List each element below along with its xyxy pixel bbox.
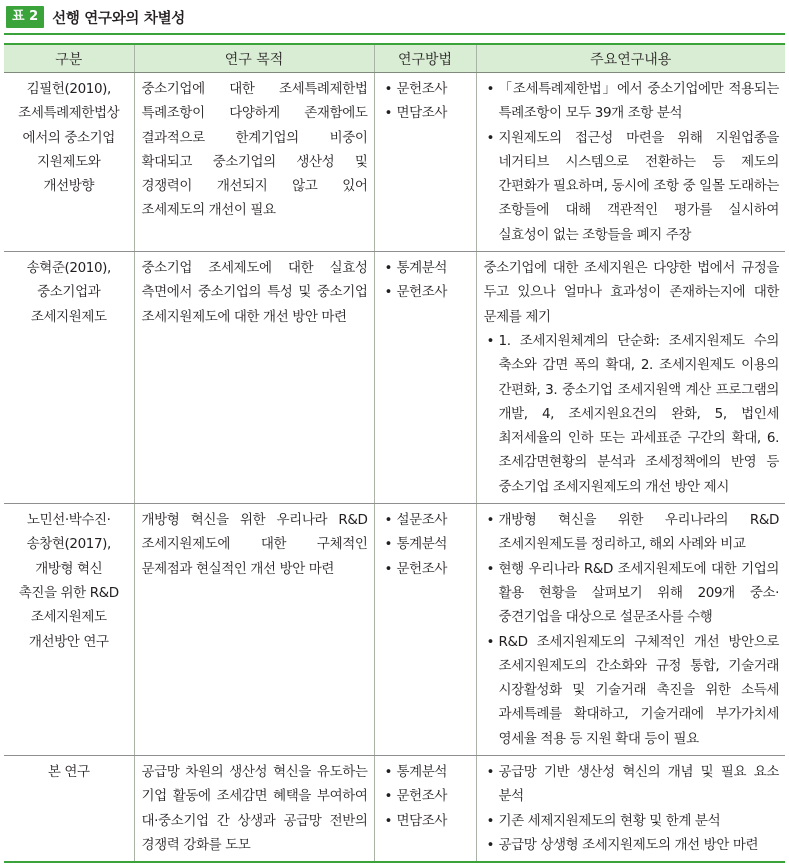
purpose-cell: 공급망 차원의 생산성 혁신을 유도하는 기업 활동에 조세감면 혜택을 부여하여 대·중소기업 간 상생과 공급망 전반의 경쟁력 강화를 도모: [134, 756, 374, 863]
category-line: 김필헌(2010),: [26, 81, 111, 97]
table-row: [4, 252, 785, 504]
content-item: • 1. 조세지원체계의 단순화: 조세지원제도 수의 축소와 감면 폭의 확대, 2. 조세지원제도 이용의 간편화, 3. 중소기업 조세지원액 계산 프로그램의 개발, 4, 조세지원요건의 완화, 5, 법인세 최저세율의 인하 또는 과세표준 구간의 확대, 6. 조세감면현황의 분석과 조세정책에의 반영 등 중소기업 조세지원제도의 개선 방안 제시: [484, 329, 780, 499]
category-line: 중소기업과: [37, 284, 101, 301]
content-cell: [476, 756, 785, 863]
method-item: • 문헌조사: [382, 77, 470, 101]
content-item: • 공급망 기반 생산성 혁신의 개념 및 필요 요소 분석: [484, 760, 780, 809]
content-item: • 지원제도의 접근성 마련을 위해 지원업종을 네거티브 시스템으로 전환하는 등 제도의 간편화가 필요하며, 동시에 조항 중 일몰 도래하는 조항들에 대해 객관적인 평가를 실시하여 실효성이 없는 조항들을 폐지 주장: [484, 126, 780, 247]
method-cell: [374, 73, 476, 252]
category-line: 개선방향: [43, 178, 95, 195]
content-item: • 기존 세제지원제도의 현황 및 한계 분석: [484, 809, 780, 833]
category-cell: [4, 756, 134, 863]
category-cell: [4, 252, 134, 504]
category-cell: [4, 504, 134, 756]
category-line: 조세지원제도: [30, 609, 107, 626]
table-caption: [6, 4, 185, 30]
method-list: [382, 508, 470, 581]
method-cell: [374, 504, 476, 756]
method-item: • 문헌조사: [382, 280, 470, 304]
method-item: • 통계분석: [382, 256, 470, 280]
col-header-content: 주요연구내용: [476, 44, 785, 73]
caption-rule: [4, 33, 785, 35]
content-item: • 「조세특례제한법」에서 중소기업에만 적용되는 특례조항이 모두 39개 조항 분석: [484, 77, 780, 126]
method-list: [382, 77, 470, 126]
purpose-cell: 중소기업에 대한 조세특례제한법 특례조항이 다양하게 존재함에도 결과적으로 한계기업의 비중이 확대되고 중소기업의 생산성 및 경쟁력이 개선되지 않고 있어 조세제도의 개선이 필요: [134, 73, 374, 252]
table-body: [4, 73, 785, 863]
category-line: 송창현(2017),: [26, 536, 111, 553]
table-row: [4, 73, 785, 252]
col-header-purpose: 연구 목적: [134, 44, 374, 73]
col-header-method: 연구방법: [374, 44, 476, 73]
category-line: 송혁준(2010),: [26, 260, 111, 277]
content-item: • R&D 조세지원제도의 구체적인 개선 방안으로 조세지원제도의 간소화와 규정 통합, 기술거래 시장활성화 및 기술거래 촉진을 위한 소득세 과세특례를 확대하고, 기술거래에 부가가치세 영세율 적용 등 지원 확대 등이 필요: [484, 630, 780, 751]
content-intro: 중소기업에 대한 조세지원은 다양한 법에서 규정을 두고 있으나 얼마나 효과성이 존재하는지에 대한 문제를 제기: [483, 260, 779, 325]
content-item: • 공급망 상생형 조세지원제도의 개선 방안 마련: [484, 833, 780, 857]
category-line: 조세특례제한법상: [18, 105, 120, 122]
method-item: • 문헌조사: [382, 784, 470, 808]
method-item: • 통계분석: [382, 532, 470, 556]
method-cell: [374, 756, 476, 863]
method-item: • 문헌조사: [382, 557, 470, 581]
category-line: 촉진을 위한 R&D: [18, 584, 119, 601]
comparison-table: [4, 43, 785, 863]
method-cell: [374, 252, 476, 504]
method-item: • 통계분석: [382, 760, 470, 784]
content-cell: [476, 73, 785, 252]
purpose-cell: 중소기업 조세제도에 대한 실효성 측면에서 중소기업의 특성 및 중소기업 조세지원제도에 대한 개선 방안 마련: [134, 252, 374, 504]
table-title: 선행 연구와의 차별성: [52, 10, 185, 27]
method-item: • 면담조사: [382, 809, 470, 833]
category-line: 개방형 혁신: [35, 560, 103, 577]
category-line: 조세지원제도: [30, 308, 107, 325]
purpose-cell: 개방형 혁신을 위한 우리나라 R&D 조세지원제도에 대한 구체적인 문제점과 현실적인 개선 방안 마련: [134, 504, 374, 756]
content-cell: [476, 252, 785, 504]
category-line: 에서의 중소기업: [22, 129, 115, 146]
category-line: 지원제도와: [37, 153, 101, 170]
content-item: • 개방형 혁신을 위한 우리나라의 R&D 조세지원제도를 정리하고, 해외 사례와 비교: [484, 508, 780, 557]
category-line: 개선방안 연구: [28, 633, 109, 650]
category-cell: [4, 73, 134, 252]
table-header-row: [4, 44, 785, 73]
table-row: [4, 756, 785, 863]
col-header-category: 구분: [4, 44, 134, 73]
content-list: [484, 77, 780, 247]
content-list: [484, 508, 780, 751]
table-number-badge: 표 2: [6, 6, 44, 28]
table-row: [4, 504, 785, 756]
content-cell: [476, 504, 785, 756]
method-list: [382, 256, 470, 305]
category-line: 노민선·박수진·: [26, 512, 111, 529]
content-item: • 현행 우리나라 R&D 조세지원제도에 대한 기업의 활용 현황을 살펴보기 위해 209개 중소·중견기업을 대상으로 설문조사를 수행: [484, 557, 780, 630]
method-item: • 면담조사: [382, 101, 470, 125]
category-line: 본 연구: [47, 764, 90, 781]
method-item: • 설문조사: [382, 508, 470, 532]
content-list: [484, 329, 780, 499]
content-list: [484, 760, 780, 857]
method-list: [382, 760, 470, 833]
